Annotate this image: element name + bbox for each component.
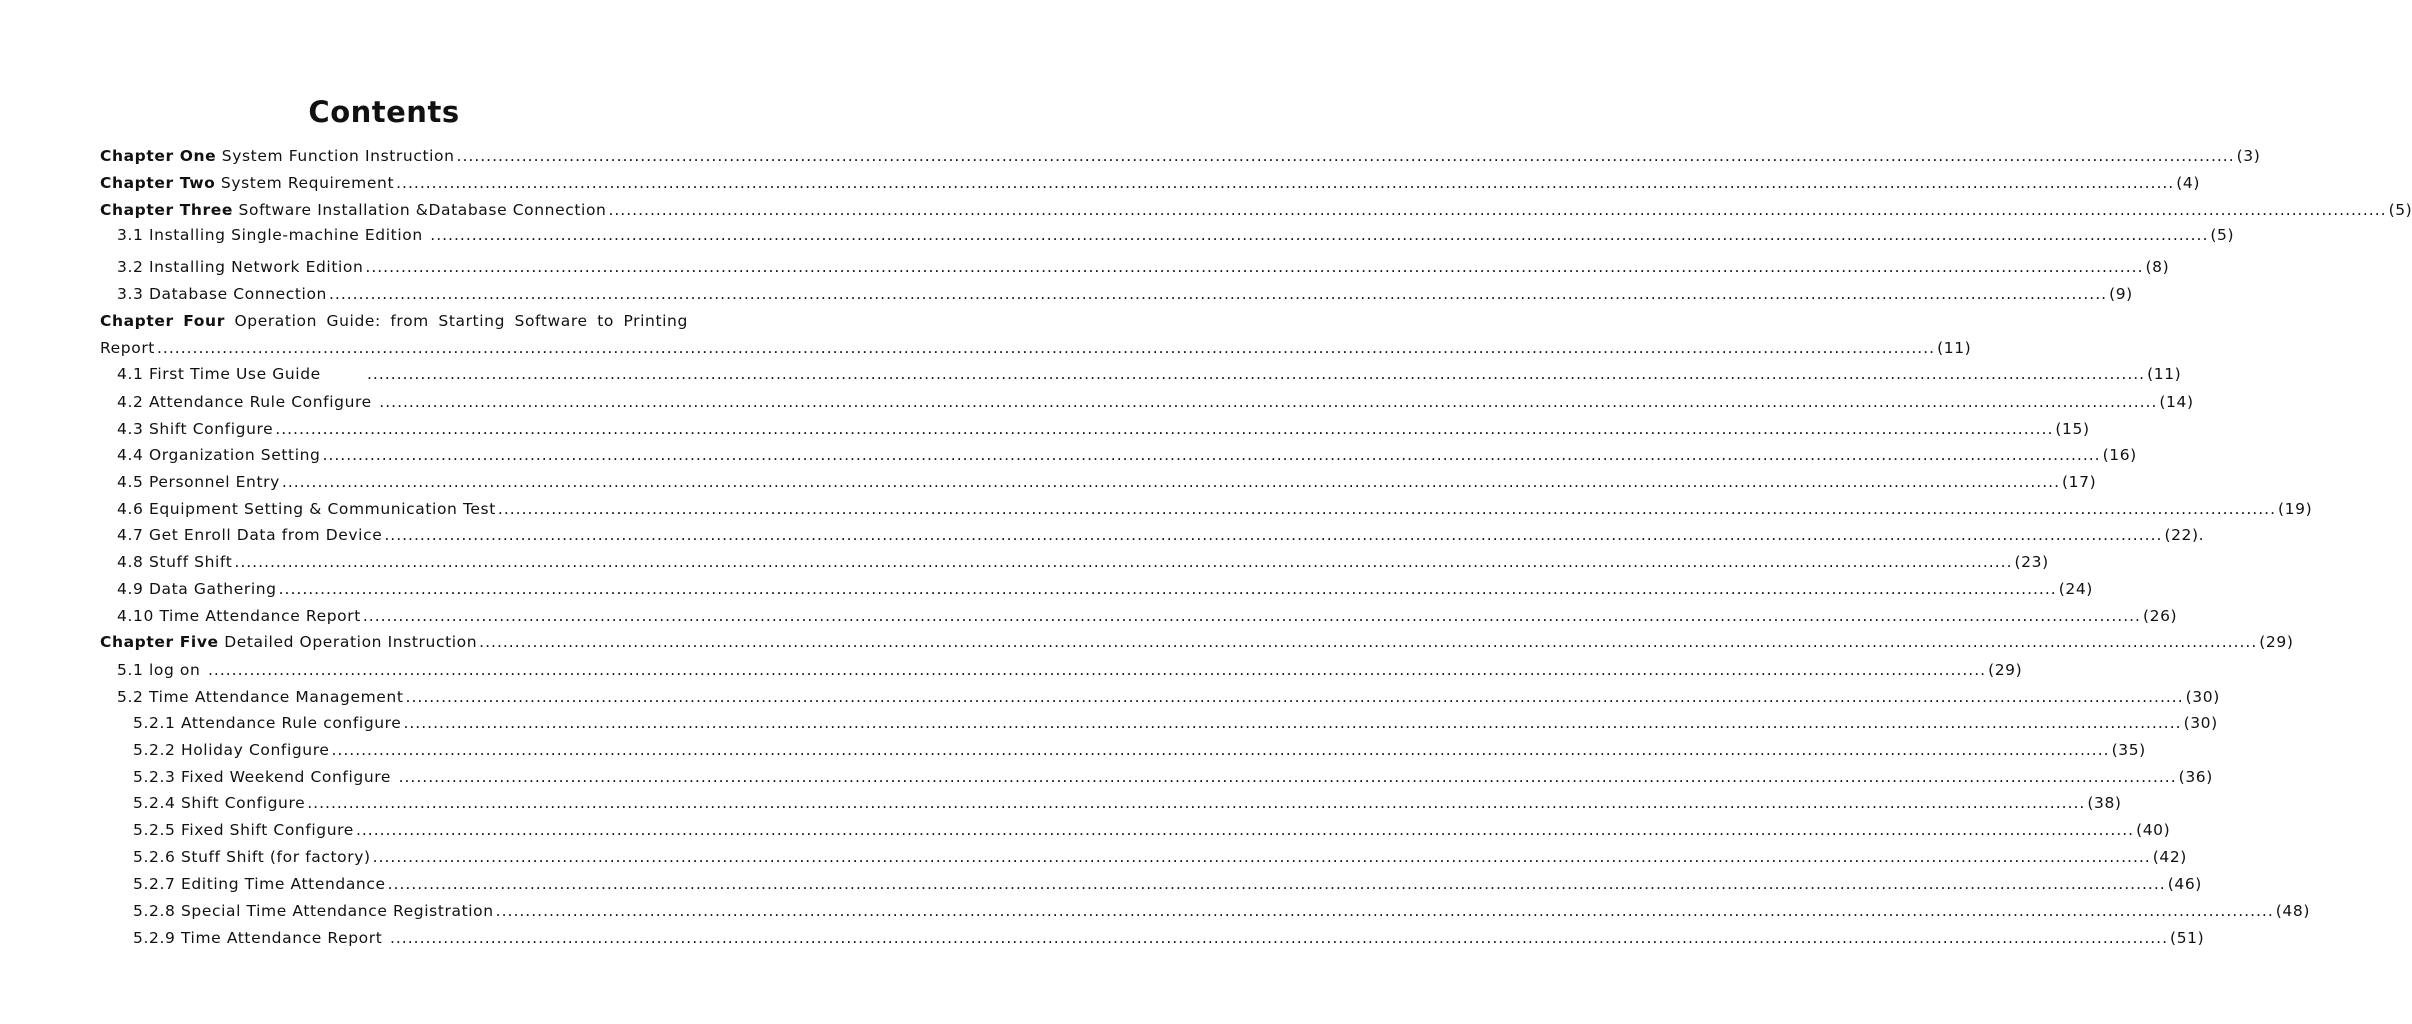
toc-entry-text: 4.2 Attendance Rule Configure bbox=[117, 393, 378, 411]
dot-leader: ............................................................................................................................................................................................................................................................................................................ bbox=[403, 714, 2182, 732]
toc-entry-word: Starting bbox=[438, 312, 506, 330]
toc-page-number: (17) bbox=[2062, 473, 2097, 491]
dot-leader: ............................................................................................................................................................................................................................................................................................................ bbox=[156, 339, 1936, 357]
toc-entry-section bbox=[133, 874, 2202, 894]
toc-entry-title bbox=[117, 606, 361, 626]
toc-entry-word: from bbox=[390, 312, 429, 330]
toc-entry-text: 5.2.5 Fixed Shift Configure bbox=[133, 821, 354, 839]
toc-entry-text: Report bbox=[100, 339, 155, 357]
toc-entry-text: 4.4 Organization Setting bbox=[117, 446, 321, 464]
dot-leader: ............................................................................................................................................................................................................................................................................................................ bbox=[281, 473, 2061, 491]
toc-page-number: (8) bbox=[2145, 258, 2170, 276]
toc-page-number: (22). bbox=[2164, 526, 2205, 544]
toc-entry-text: 5.2.6 Stuff Shift (for factory) bbox=[133, 848, 371, 866]
toc-page-number: (23) bbox=[2014, 553, 2049, 571]
toc-entry-text: 4.3 Shift Configure bbox=[117, 420, 274, 438]
toc-entry-title bbox=[117, 472, 280, 492]
toc-entry-section bbox=[133, 901, 2310, 921]
toc-entry-text: 4.10 Time Attendance Report bbox=[117, 607, 361, 625]
toc-entry-word: Printing bbox=[623, 312, 688, 330]
toc-page-number: (11) bbox=[2147, 365, 2182, 383]
toc-entry-text: 5.2.8 Special Time Attendance Registration bbox=[133, 902, 494, 920]
chapter-label: Chapter Three bbox=[100, 201, 234, 219]
dot-leader: ............................................................................................................................................................................................................................................................................................................ bbox=[495, 902, 2274, 920]
toc-entry-title bbox=[117, 257, 363, 277]
toc-entry-title bbox=[133, 901, 494, 921]
toc-entry-section bbox=[117, 225, 2235, 245]
toc-entry-word: Software bbox=[514, 312, 588, 330]
dot-leader: ............................................................................................................................................................................................................................................................................................................ bbox=[365, 258, 2144, 276]
page-title: Contents bbox=[308, 95, 460, 129]
toc-entry-text: 5.2.2 Holiday Configure bbox=[133, 741, 330, 759]
toc-entry-section bbox=[117, 364, 2182, 384]
dot-leader: ............................................................................................................................................................................................................................................................................................................ bbox=[322, 446, 2101, 464]
toc-entry-title bbox=[100, 632, 477, 652]
toc-entry-section bbox=[117, 445, 2137, 465]
toc-entry-title bbox=[117, 392, 377, 412]
toc-page-number: (14) bbox=[2159, 393, 2194, 411]
toc-page-number: (24) bbox=[2058, 580, 2093, 598]
dot-leader: ............................................................................................................................................................................................................................................................................................................ bbox=[389, 929, 2169, 947]
toc-entry-title bbox=[133, 793, 305, 813]
toc-entry-text: 3.3 Database Connection bbox=[117, 285, 327, 303]
toc-entry-title bbox=[117, 284, 327, 304]
toc-entry-word: to bbox=[597, 312, 614, 330]
toc-entry-word: Operation bbox=[234, 312, 317, 330]
toc-entry-word: Four bbox=[183, 312, 225, 330]
toc-page-number: (19) bbox=[2278, 500, 2313, 518]
dot-leader: ............................................................................................................................................................................................................................................................................................................ bbox=[331, 741, 2110, 759]
toc-entry-section bbox=[117, 284, 2133, 304]
toc-entry-chapter bbox=[100, 632, 2294, 652]
dot-leader: ............................................................................................................................................................................................................................................................................................................ bbox=[405, 688, 2184, 706]
toc-entry-text: System Function Instruction bbox=[221, 147, 455, 165]
toc-page-number: (3) bbox=[2236, 147, 2261, 165]
toc-entry-section bbox=[117, 579, 2093, 599]
toc-entry-section bbox=[133, 740, 2146, 760]
toc-entry-title bbox=[117, 660, 206, 680]
toc-page-number: (30) bbox=[2183, 714, 2218, 732]
toc-entry-text: 5.2 Time Attendance Management bbox=[117, 688, 404, 706]
toc-entry-text: 5.2.1 Attendance Rule configure bbox=[133, 714, 402, 732]
dot-leader: ............................................................................................................................................................................................................................................................................................................ bbox=[278, 580, 2057, 598]
toc-page-number: (29) bbox=[2259, 633, 2294, 651]
chapter-label: Chapter Two bbox=[100, 174, 216, 192]
dot-leader: ............................................................................................................................................................................................................................................................................................................ bbox=[456, 147, 2235, 165]
toc-page-number: (16) bbox=[2102, 446, 2137, 464]
toc-page-number: (36) bbox=[2178, 768, 2213, 786]
toc-entry-text: 5.2.4 Shift Configure bbox=[133, 794, 306, 812]
toc-entry-text: 3.1 Installing Single-machine Edition bbox=[117, 226, 429, 244]
toc-entry-title bbox=[133, 767, 397, 787]
toc-entry-title bbox=[117, 364, 365, 384]
toc-entry-chapter bbox=[100, 200, 2412, 220]
toc-entry-chapter bbox=[100, 311, 688, 331]
dot-leader: ............................................................................................................................................................................................................................................................................................................ bbox=[234, 553, 2013, 571]
toc-entry-text: 4.5 Personnel Entry bbox=[117, 473, 280, 491]
toc-entry-section bbox=[133, 847, 2187, 867]
toc-entry-title bbox=[117, 579, 277, 599]
toc-page-number: (35) bbox=[2111, 741, 2146, 759]
dot-leader: ............................................................................................................................................................................................................................................................................................................ bbox=[367, 365, 2146, 383]
toc-page-number: (9) bbox=[2109, 285, 2133, 303]
chapter-label: Chapter One bbox=[100, 147, 217, 165]
dot-leader: ............................................................................................................................................................................................................................................................................................................ bbox=[372, 848, 2151, 866]
toc-page-number: (30) bbox=[2185, 688, 2220, 706]
toc-entry-section bbox=[117, 419, 2090, 439]
toc-entry-section bbox=[133, 820, 2171, 840]
dot-leader: ............................................................................................................................................................................................................................................................................................................ bbox=[307, 794, 2086, 812]
toc-entry-section bbox=[117, 606, 2178, 626]
dot-leader: ............................................................................................................................................................................................................................................................................................................ bbox=[379, 393, 2158, 411]
toc-page-number: (51) bbox=[2170, 929, 2205, 947]
toc-entry-section bbox=[117, 472, 2097, 492]
toc-entry-title bbox=[117, 499, 496, 519]
toc-entry-text: 5.1 log on bbox=[117, 661, 206, 679]
toc-entry-section bbox=[117, 525, 2205, 545]
dot-leader: ............................................................................................................................................................................................................................................................................................................ bbox=[497, 500, 2277, 518]
toc-page-number: (48) bbox=[2275, 902, 2310, 920]
toc-page-number: (38) bbox=[2087, 794, 2122, 812]
toc-page-number: (5) bbox=[2210, 226, 2235, 244]
toc-entry-section bbox=[133, 793, 2122, 813]
dot-leader: ............................................................................................................................................................................................................................................................................................................ bbox=[430, 226, 2209, 244]
toc-entry-text: 4.8 Stuff Shift bbox=[117, 553, 233, 571]
dot-leader: ............................................................................................................................................................................................................................................................................................................ bbox=[396, 174, 2175, 192]
dot-leader: ............................................................................................................................................................................................................................................................................................................ bbox=[207, 661, 1987, 679]
dot-leader: ............................................................................................................................................................................................................................................................................................................ bbox=[384, 526, 2163, 544]
toc-page-number: (40) bbox=[2136, 821, 2171, 839]
toc-page-number: (46) bbox=[2167, 875, 2202, 893]
toc-entry-text: 4.6 Equipment Setting & Communication Test bbox=[117, 500, 496, 518]
toc-entry-section bbox=[117, 499, 2313, 519]
toc-page-number: (11) bbox=[1937, 339, 1972, 357]
toc-entry-word: Guide: bbox=[326, 312, 381, 330]
toc-page-number: (5) bbox=[2388, 201, 2412, 219]
dot-leader: ............................................................................................................................................................................................................................................................................................................ bbox=[387, 875, 2166, 893]
dot-leader: ............................................................................................................................................................................................................................................................................................................ bbox=[362, 607, 2141, 625]
toc-entry-title bbox=[133, 740, 329, 760]
toc-entry-chapter bbox=[100, 146, 2261, 166]
toc-entry-word: Chapter bbox=[100, 312, 174, 330]
toc-entry-title bbox=[117, 419, 273, 439]
dot-leader: ............................................................................................................................................................................................................................................................................................................ bbox=[355, 821, 2135, 839]
toc-entry-title bbox=[117, 445, 321, 465]
toc-entry-text: 5.2.9 Time Attendance Report bbox=[133, 929, 388, 947]
toc-entry-chapter bbox=[100, 173, 2200, 193]
toc-entry-title bbox=[133, 713, 401, 733]
toc-entry-text: Software Installation &Database Connection bbox=[238, 201, 607, 219]
toc-entry-title bbox=[100, 173, 394, 193]
toc-entry-title bbox=[133, 928, 388, 948]
toc-entry-text: 4.7 Get Enroll Data from Device bbox=[117, 526, 383, 544]
toc-entry-section bbox=[117, 552, 2049, 572]
toc-entry-text: 5.2.3 Fixed Weekend Configure bbox=[133, 768, 397, 786]
toc-entry-text: 3.2 Installing Network Edition bbox=[117, 258, 364, 276]
toc-entry-section bbox=[133, 928, 2205, 948]
dot-leader: ............................................................................................................................................................................................................................................................................................................ bbox=[328, 285, 2108, 303]
toc-page-number: (26) bbox=[2142, 607, 2178, 625]
toc-entry-text: System Requirement bbox=[220, 174, 395, 192]
toc-entry-section bbox=[117, 687, 2220, 707]
toc-entry-title bbox=[117, 525, 382, 545]
toc-entry-title bbox=[100, 200, 606, 220]
toc-entry-section bbox=[133, 713, 2218, 733]
chapter-label: Chapter Five bbox=[100, 633, 219, 651]
toc-entry-section bbox=[117, 257, 2170, 277]
toc-entry-section bbox=[117, 660, 2023, 680]
toc-page-number: (29) bbox=[1988, 661, 2023, 679]
toc-page-number: (42) bbox=[2152, 848, 2187, 866]
toc-entry-title bbox=[133, 847, 371, 867]
toc-entry-section bbox=[117, 392, 2194, 412]
toc-entry-title bbox=[133, 820, 354, 840]
toc-entry-section bbox=[133, 767, 2213, 787]
toc-entry-title bbox=[117, 225, 428, 245]
dot-leader: ............................................................................................................................................................................................................................................................................................................ bbox=[479, 633, 2258, 651]
toc-entry-title bbox=[100, 146, 455, 166]
toc-entry-text: 4.1 First Time Use Guide bbox=[117, 365, 365, 383]
toc-entry-text: Detailed Operation Instruction bbox=[224, 633, 478, 651]
toc-entry-text: 5.2.7 Editing Time Attendance bbox=[133, 875, 386, 893]
toc-entry-title bbox=[133, 874, 386, 894]
dot-leader: ............................................................................................................................................................................................................................................................................................................ bbox=[398, 768, 2177, 786]
toc-entry-title bbox=[117, 687, 404, 707]
dot-leader: ............................................................................................................................................................................................................................................................................................................ bbox=[275, 420, 2054, 438]
toc-page-number: (4) bbox=[2176, 174, 2200, 192]
toc-entry-title bbox=[117, 552, 232, 572]
dot-leader: ............................................................................................................................................................................................................................................................................................................ bbox=[608, 201, 2387, 219]
toc-entry-continuation bbox=[100, 338, 1972, 358]
toc-entry-text: 4.9 Data Gathering bbox=[117, 580, 277, 598]
toc-page-number: (15) bbox=[2055, 420, 2090, 438]
